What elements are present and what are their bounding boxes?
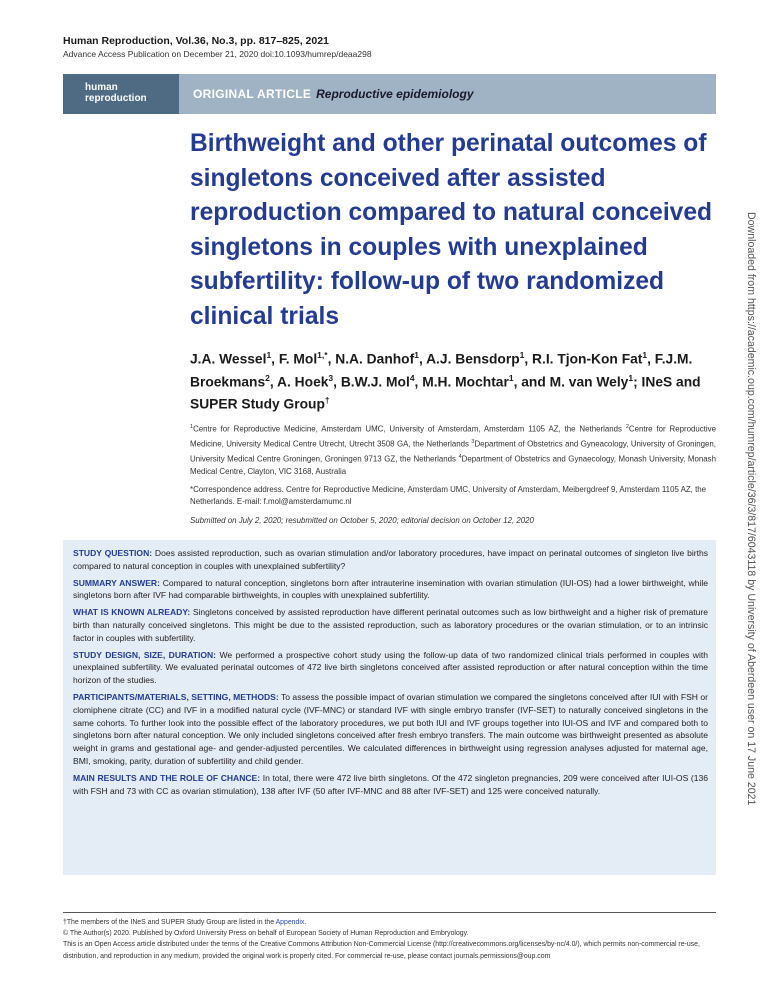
author-affiliation-marker: 1 — [642, 350, 648, 360]
journal-logo-line1: human — [85, 82, 118, 93]
author-list — [190, 346, 720, 414]
author-affiliation-marker: 1 — [508, 372, 514, 383]
abstract-heading: WHAT IS KNOWN ALREADY: — [73, 607, 191, 618]
author-separator: , — [333, 374, 341, 390]
author-separator: , — [269, 374, 278, 390]
study-group-footnote — [63, 917, 716, 928]
author-separator: , — [524, 351, 533, 367]
author-name: F.J.M. Broekmans — [190, 351, 693, 390]
abstract-section — [73, 606, 708, 644]
abstract-section — [73, 649, 708, 687]
author-separator: , — [418, 351, 427, 367]
journal-logo — [63, 74, 179, 114]
abstract-heading: STUDY DESIGN, SIZE, DURATION: — [73, 649, 216, 660]
abstract-heading: SUMMARY ANSWER: — [73, 577, 160, 588]
author-name: B.W.J. Mol — [340, 374, 410, 390]
author-affiliation-marker: 3 — [328, 372, 334, 383]
abstract-section — [73, 691, 708, 768]
license-text: This is an Open Access article distributed under the terms of the Creative Commons Attribution Non-Commercial License (http://creativecommons.org/licenses/by-nc/4.0/), which permits non-commercial re-use, distribution, and reproduction in any medium, provided the original work is properly cited. For commercial re-use, please contact journals.permissions@oup.com — [63, 941, 700, 960]
abstract-text: Compared to natural conception, singletons born after intrauterine insemination with ovarian stimulation (IUI-OS) had a lower birthweight, while singletons born after IVF had comparable birthweights, in couples with unexplained subfertility. — [73, 577, 709, 601]
abstract-section — [73, 772, 708, 798]
abstract-text: We performed a prospective cohort study using the follow-up data of two randomized clinical trials performed in couples with unexplained subfertility. We evaluated perinatal outcomes of 472 live birth singletons conceived after assisted reproduction or after natural conception within the time horizon of the studies. — [73, 649, 708, 686]
abstract-text: Singletons conceived by assisted reproduction have different perinatal outcomes such as low birthweight and a higher risk of premature birth than naturally conceived singletons. This might be due to the assisted reproduction, such as laboratory procedures or the ovarian stimulation, or to an intrinsic factor in couples with subfertility. — [73, 607, 708, 643]
author-affiliation-marker: 1 — [266, 350, 272, 360]
author-name: A.J. Bensdorp — [426, 351, 520, 367]
abstract-text: To assess the possible impact of ovarian stimulation we compared the singletons conceived after IUI with FSH or clomiphene citrate (CC) and IVF in a modified natural cycle (IVF-MNC) or standard IVF with single embryo transfer (IVF-SET) to naturally conceived singletons in the same cohorts. To further look into the possible effect of the laboratory procedures, we put both IUI and IVF groups together into IUI-OS and IVF and compared both to singletons born after natural conception. We only included singletons conceived after fresh embryo transfers. The main outcome was birthweight presented as absolute weight in grams and gestational age- and gender-adjusted percentiles. We calculated differences in birthweight using regression analyses adjusted for maternal age, BMI, smoking, parity, duration of subfertility and child gender. — [73, 691, 708, 766]
author-affiliation-marker: 1 — [519, 350, 525, 360]
author-name: M.H. Mochtar — [422, 374, 509, 390]
author-name: A. Hoek — [277, 374, 329, 390]
study-group-footnote-end: . — [304, 919, 307, 926]
article-category — [179, 74, 474, 114]
structured-abstract — [63, 540, 716, 875]
affiliation-number: 3 — [471, 438, 475, 445]
download-watermark — [745, 212, 772, 806]
author-separator: , — [327, 351, 336, 367]
abstract-heading: STUDY QUESTION: — [73, 548, 153, 558]
abstract-text: Does assisted reproduction, such as ovarian stimulation and/or laboratory procedures, have impact on perinatal outcomes of singleton live births compared to natural conception in couples with unexplained subfertility? — [73, 548, 709, 571]
author-name: M. van Wely — [549, 374, 629, 390]
study-group-footnote-text: †The members of the INeS and SUPER Study Group are listed in the — [63, 919, 276, 926]
copyright-line: © The Author(s) 2020. Published by Oxford University Press on behalf of European Society of Human Reproduction and Embryology. — [63, 930, 469, 938]
author-name: R.I. Tjon-Kon Fat — [532, 351, 643, 367]
article-title: Birthweight and other perinatal outcomes of singletons conceived after assisted reproduction compared to natural conceived singletons in couples with unexplained subfertility: follow-up of two randomized clinical trials — [190, 130, 713, 330]
author-affiliation-marker: 4 — [409, 372, 415, 383]
author-separator: ; — [633, 374, 642, 390]
abstract-section — [73, 577, 708, 603]
submission-dates: Submitted on July 2, 2020; resubmitted on October 5, 2020; editorial decision on October 12, 2020 — [190, 516, 534, 525]
affiliation-number: 2 — [625, 424, 629, 430]
abstract-section — [73, 547, 708, 573]
affiliations — [190, 421, 716, 478]
author-separator: , — [647, 351, 655, 367]
advance-access-line: Advance Access Publication on December 21, 2020 doi:10.1093/humrep/deaa298 — [63, 49, 372, 59]
affiliation-number: 4 — [458, 453, 462, 460]
journal-logo-line2: reproduction — [85, 93, 147, 104]
journal-citation: Human Reproduction, Vol.36, No.3, pp. 817–825, 2021 — [63, 35, 329, 47]
footnotes — [63, 912, 716, 962]
author-name: J.A. Wessel — [190, 351, 267, 367]
affiliation-text: Department of Obstetrics and Gynaecology, Monash University, Monash Medical Centre, Clayton, VIC 3168, Australia — [190, 454, 716, 476]
author-affiliation-marker: † — [324, 395, 330, 406]
author-name: INeS and SUPER Study Group — [190, 374, 701, 412]
author-separator: , — [414, 374, 423, 390]
affiliation-number: 1 — [190, 424, 194, 430]
affiliation-text: Centre for Reproductive Medicine, University Medical Centre Utrecht, Utrecht 3508 GA, the Netherlands — [190, 424, 716, 449]
article-type-banner — [63, 74, 716, 114]
author-affiliation-marker: 1,* — [317, 350, 328, 360]
article-category-label: ORIGINAL ARTICLE — [193, 87, 312, 101]
appendix-link[interactable]: Appendix — [275, 919, 305, 926]
author-affiliation-marker: 1 — [414, 350, 419, 360]
author-name: N.A. Danhof — [335, 351, 415, 367]
affiliation-text: Centre for Reproductive Medicine, Amsterdam UMC, University of Amsterdam, Amsterdam 1105 AZ, the Netherlands — [193, 424, 626, 434]
affiliation-text: Department of Obstetrics and Gyneacology, University of Groningen, University Medical Centre Groningen, Groningen 9713 GZ, the Netherlands — [190, 439, 716, 464]
abstract-heading: PARTICIPANTS/MATERIALS, SETTING, METHODS: — [73, 691, 279, 702]
download-watermark-text: Downloaded from https://academic.oup.com/humrep/article/36/3/817/6043118 by University of Aberdeen user on 17 June 2021 — [745, 212, 757, 806]
author-affiliation-marker: 1 — [628, 372, 634, 383]
author-separator: , — [271, 351, 279, 367]
author-affiliation-marker: 2 — [265, 372, 270, 383]
author-separator: , and — [513, 374, 550, 390]
author-name: F. Mol — [278, 351, 318, 367]
abstract-heading: MAIN RESULTS AND THE ROLE OF CHANCE: — [73, 772, 261, 783]
abstract-text: In total, there were 472 live birth singletons. Of the 472 singleton pregnancies, 209 were conceived after IUI-OS (136 with FSH and 73 with CC as ovarian stimulation), 138 after IVF (50 after IVF-MNC and 88 after IVF-SET) and 125 were conceived naturally. — [73, 772, 708, 796]
article-subcategory-label: Reproductive epidemiology — [316, 87, 474, 101]
correspondence-address: *Correspondence address. Centre for Reproductive Medicine, Amsterdam UMC, University of Amsterdam, Meibergdreef 9, Amsterdam 1105 AZ, the Netherlands. E-mail: f.mol@amsterdamumc.nl — [190, 485, 707, 507]
